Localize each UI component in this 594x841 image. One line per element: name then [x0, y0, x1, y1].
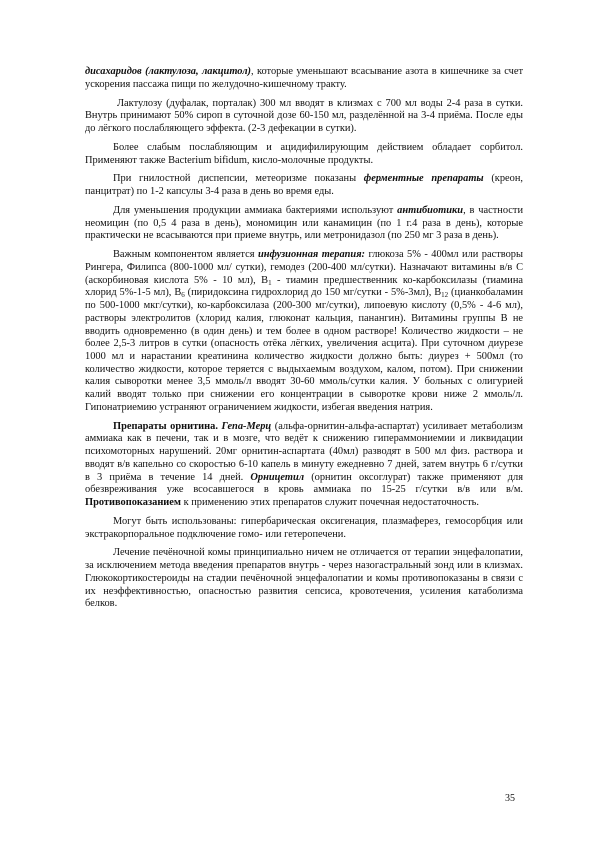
paragraph-4-run: ферментные препараты — [363, 173, 484, 185]
paragraph-7-run: Препараты орнитина. — [113, 420, 218, 432]
paragraph-7-run: (орнитин оксоглурат) также применяют для обезвреживания уже всосавшегося в кровь аммиака по 15-25 г/сутки в/в или в/м. — [85, 471, 523, 496]
paragraph-7-run: к применению этих препаратов служит почечная недостаточность. — [181, 496, 479, 508]
paragraph-2 — [85, 98, 523, 136]
paragraph-6-run: инфузионная терапия: — [257, 249, 366, 261]
page-number: 35 — [505, 793, 515, 804]
paragraph-9 — [85, 547, 523, 611]
paragraph-4 — [85, 173, 523, 198]
paragraph-5-run: Для уменьшения продукции аммиака бактериями используют — [113, 205, 398, 217]
paragraph-7-run: Орницетил — [250, 471, 305, 483]
paragraph-6-run: глюкоза 5% - 400мл или растворы Рингера, Филипса (800-1000 мл/ сутки), гемодез (200-400 мл/сутки). Назначают витамины в/в С (аскорбиновая кислота 5% - 10 мл), В — [85, 249, 523, 286]
paragraph-6-run: 12 — [441, 291, 449, 300]
document-page — [85, 66, 523, 617]
paragraph-6 — [85, 249, 523, 414]
paragraph-8 — [85, 516, 523, 541]
paragraph-6-run: Важным компонентом является — [113, 249, 258, 261]
paragraph-8-run: Могут быть использованы: гипербарическая оксигенация, плазмаферез, гемосорбция или экстракорпоральное подключение гомо- или гетеропечени. — [85, 515, 523, 540]
paragraph-6-run: 6 — [181, 291, 185, 300]
paragraph-6-run: - тиамин предшественник ко-карбоксилазы (тиамина хлорид 5%-1-5 мл), В — [85, 274, 523, 299]
paragraph-1 — [85, 66, 523, 91]
paragraph-2-run: Лактулозу (дуфалак, порталак) 300 мл вводят в клизмах с 700 мл воды 2-4 раза в сутки. Внутрь принимают 50% сироп в суточной дозе 60-150 мл, разделённой на 3-4 приёма. После еды до лёгкого послабляющего эффекта. (2-3 дефекации в сутки). — [85, 97, 523, 134]
paragraph-4-run: (креон, панцитрат) по 1-2 капсулы 3-4 раза в день во время еды. — [85, 173, 523, 198]
paragraph-7-run: Гепа-Мерц — [221, 420, 272, 432]
paragraph-7 — [85, 421, 523, 510]
paragraph-5 — [85, 205, 523, 243]
paragraph-1-run: дисахаридов (лактулоза, лакцитол) — [85, 66, 251, 77]
paragraph-9-run: Лечение печёночной комы принципиально ничем не отличается от терапии энцефалопатии, за исключением метода введения препаратов внутрь - через назогастральный зонд или в клизмах. Глюкокортикостероиды на стадии печёночной энцефалопатии и комы противопоказаны в связи с их неэффективностью, опасностью развития сепсиса, кровотечения, усиления катаболизма белков. — [85, 547, 523, 610]
paragraph-5-run: , в частности неомицин (по 0,5 4 раза в день), мономицин или канамицин (по 1 г.4 раза в день), которые практически не всасываются при приеме внутрь, или метронидазол (по 250 мг 3 раза в день). — [85, 205, 524, 242]
paragraph-3-run: Более слабым послабляющим и ацидифилирующим действием обладает сорбитол. Применяют также Bacterium bifidum, кисло-молочные продукты. — [85, 141, 523, 166]
paragraph-6-run: 1 — [268, 278, 272, 287]
paragraph-5-run: антибиотики — [397, 205, 464, 217]
paragraph-7-run: (альфа-орнитин-альфа-аспартат) усиливает метаболизм аммиака как в печени, так и в мозге, что ведёт к снижению гипераммониемии и ликвидации психомоторных нарушений. 20мг орнитин-аспартата (40мл) разводят в 500 мл физ. раствора и вводят в/в капельно со скоростью 6-10 капель в минуту ежедневно 7 дней, затем внутрь 6 г/сутки в 3 приёма в течение 14 дней. — [85, 420, 523, 483]
paragraph-3 — [85, 142, 523, 167]
paragraph-4-run: При гнилостной диспепсии, метеоризме показаны — [113, 173, 364, 185]
paragraph-6-run: (цианкобаламин по 500-1000 мкг/сутки), ко-карбоксилаза (200-300 мг/сутки), липоевую кислоту (0,5% - 4-6 мл), растворы электролитов (хлорид калия, глюконат кальция, панангин). Витамины группы В не вводить одновременно (в один день) и тем более в одном растворе! Количество жидкости – не более 2,5-3 литров в сутки (опасность отёка лёгких, увеличения асцита). При суточном диурезе 1000 мл и нарастании креатинина количество жидкости должно быть: диурез + 500мл (то количество жидкости, которое теряется с выдыхаемым воздухом, калом, потом). При снижении калия сыворотки менее 3,5 ммоль/л вводят 30-60 ммоль/сутки калия. У больных с олигурией калий вводят только при снижении его концентрации в сыворотке крови ниже 2 ммоль/л. Гипонатриемию устраняют ограничением жидкости, избегая введения натрия. — [85, 287, 523, 413]
paragraph-1-run: , которые уменьшают всасывание азота в кишечнике за счет ускорения пассажа пищи по желудочно-кишечному тракту. — [85, 66, 523, 90]
paragraph-7-run: Противопоказанием — [85, 496, 181, 508]
paragraph-6-run: (пиридоксина гидрохлорид до 150 мг/сутки - 5%-3мл), В — [184, 287, 442, 299]
